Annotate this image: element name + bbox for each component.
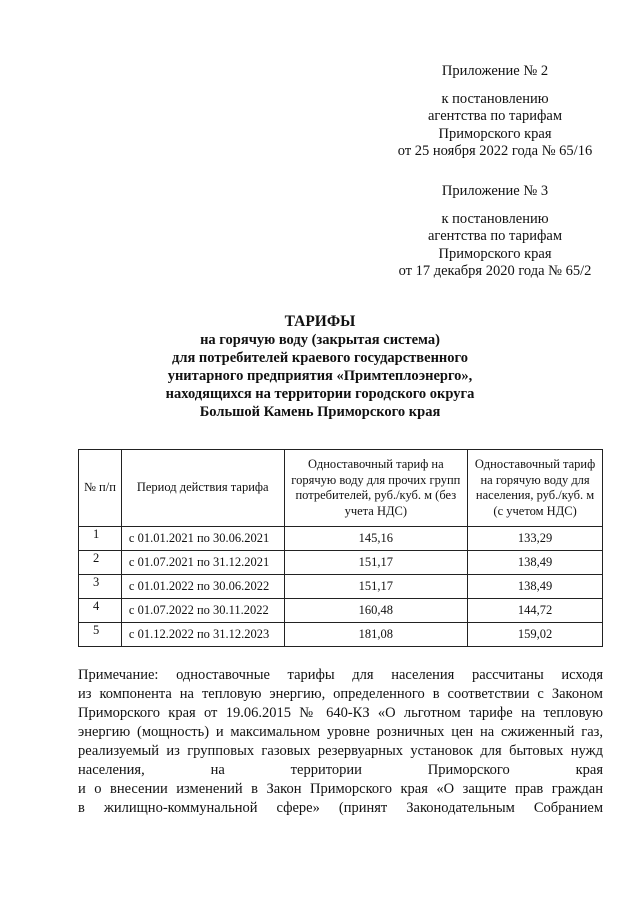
row-period: с 01.01.2022 по 30.06.2022 xyxy=(121,575,284,599)
note-line: в жилищно-коммунальной сфере» (принят Законодательным Собранием xyxy=(78,800,603,816)
title-line: унитарного предприятия «Примтеплоэнерго», xyxy=(167,368,473,384)
row-population-tariff: 138,49 xyxy=(468,551,603,575)
row-other-tariff: 181,08 xyxy=(284,623,468,647)
header-num: № п/п xyxy=(79,450,122,527)
tariff-table xyxy=(78,449,603,647)
appendix-line: агентства по тарифам xyxy=(428,228,562,244)
row-population-tariff: 144,72 xyxy=(468,599,603,623)
note-line: Приморского края от 19.06.2015 № 640-КЗ «О льготном тарифе на тепловую xyxy=(78,705,603,721)
table-row xyxy=(79,527,603,551)
row-period: с 01.12.2022 по 31.12.2023 xyxy=(121,623,284,647)
appendix-line: от 25 ноября 2022 года № 65/16 xyxy=(397,143,593,159)
row-period: с 01.01.2021 по 30.06.2021 xyxy=(121,527,284,551)
note-paragraph xyxy=(78,666,603,818)
appendix-line: к постановлению xyxy=(441,90,549,107)
header-period: Период действия тарифа xyxy=(121,450,284,527)
appendix-heading: Приложение № 2 xyxy=(441,63,549,79)
title-line: для потребителей краевого государственного xyxy=(171,350,468,366)
row-period: с 01.07.2021 по 31.12.2021 xyxy=(121,551,284,575)
appendix-heading: Приложение № 3 xyxy=(441,183,549,199)
row-period: с 01.07.2022 по 30.11.2022 xyxy=(121,599,284,623)
table-row xyxy=(79,623,603,647)
appendix-line: Приморского края xyxy=(438,245,552,262)
row-population-tariff: 138,49 xyxy=(468,575,603,599)
row-num: 3 xyxy=(79,575,122,599)
row-other-tariff: 151,17 xyxy=(284,551,468,575)
table-header-row xyxy=(79,450,603,527)
note-line: и о внесении изменений в Закон Приморского края «О защите прав граждан xyxy=(78,781,603,797)
row-population-tariff: 159,02 xyxy=(468,623,603,647)
appendix-line: Приморского края xyxy=(438,125,552,142)
appendix-line: от 17 декабря 2020 года № 65/2 xyxy=(398,263,592,279)
row-other-tariff: 151,17 xyxy=(284,575,468,599)
row-num: 1 xyxy=(79,527,122,551)
title-line: на горячую воду (закрытая система) xyxy=(200,332,440,348)
note-line: из компонента на тепловую энергию, определенного в соответствии с Законом xyxy=(78,686,603,702)
title-line: Большой Камень Приморского края xyxy=(199,404,441,420)
row-other-tariff: 160,48 xyxy=(284,599,468,623)
title-main: ТАРИФЫ xyxy=(284,313,356,330)
note-line: Примечание: одноставочные тарифы для населения рассчитаны исходя xyxy=(78,667,603,683)
row-num: 2 xyxy=(79,551,122,575)
appendix-3-block xyxy=(380,183,610,281)
row-population-tariff: 133,29 xyxy=(468,527,603,551)
header-other-consumers: Одноставочный тариф на горячую воду для прочих групп потребителей, руб./куб. м (без учета НДС) xyxy=(284,450,468,527)
row-other-tariff: 145,16 xyxy=(284,527,468,551)
note-line: реализуемый из групповых газовых резервуарных установок для бытовых нужд xyxy=(78,743,603,759)
document-title xyxy=(60,313,580,421)
table-row xyxy=(79,599,603,623)
note-line: населения, на территории Приморского края xyxy=(78,762,603,778)
row-num: 4 xyxy=(79,599,122,623)
appendix-line: к постановлению xyxy=(441,210,549,227)
row-num: 5 xyxy=(79,623,122,647)
header-population: Одноставочный тариф на горячую воду для населения, руб./куб. м (с учетом НДС) xyxy=(468,450,603,527)
table-row xyxy=(79,551,603,575)
table-row xyxy=(79,575,603,599)
title-line: находящихся на территории городского округа xyxy=(165,386,475,402)
note-line: энергию (мощность) и максимальном уровне розничных цен на сжиженный газ, xyxy=(78,724,603,740)
appendix-2-block xyxy=(380,63,610,161)
appendix-line: агентства по тарифам xyxy=(428,108,562,124)
